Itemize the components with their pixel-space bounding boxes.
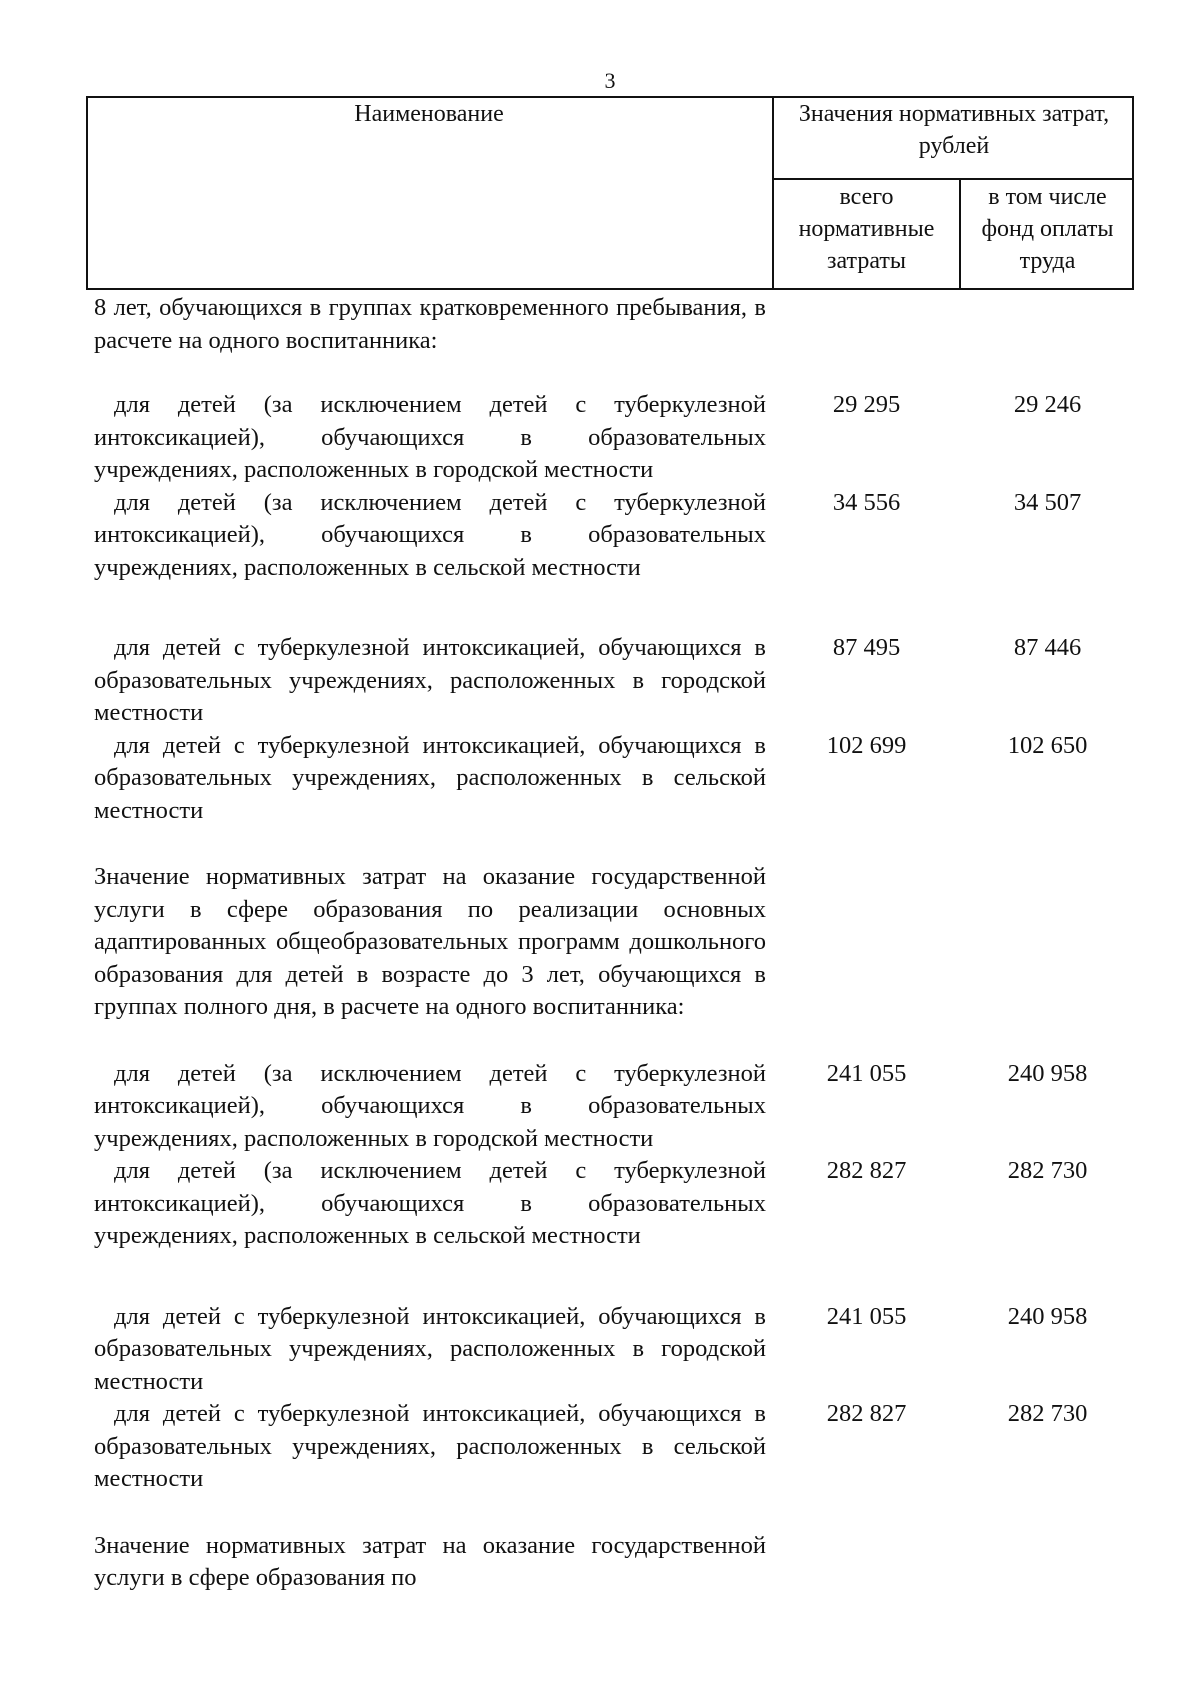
table-row xyxy=(94,861,1134,1024)
header-total: всего нормативные затраты xyxy=(798,184,935,274)
table-row xyxy=(94,389,1134,487)
row-name: для детей (за исключением детей с туберкулезной интоксикацией), обучающихся в образовательных учреждениях, расположенных в городской местности xyxy=(94,1059,766,1152)
row-name: для детей (за исключением детей с туберкулезной интоксикацией), обучающихся в образовательных учреждениях, расположенных в сельской местности xyxy=(94,1157,766,1249)
row-name: для детей с туберкулезной интоксикацией, обучающихся в образовательных учреждениях, расположенных в городской местности xyxy=(94,1302,766,1395)
header-divider-values xyxy=(772,178,1134,180)
row-total: 102 699 xyxy=(826,731,907,759)
row-wage: 102 650 xyxy=(1007,731,1088,759)
header-name: Наименование xyxy=(354,101,504,127)
table-header xyxy=(86,96,1134,290)
page-number: 3 xyxy=(604,68,616,93)
row-wage: 240 958 xyxy=(1007,1302,1088,1330)
table-row xyxy=(94,292,1134,357)
table-row xyxy=(94,632,1134,730)
row-name: для детей (за исключением детей с туберкулезной интоксикацией), обучающихся в образовательных учреждениях, расположенных в сельской местности xyxy=(94,488,766,581)
row-name: 8 лет, обучающихся в группах кратковременного пребывания, в расчете на одного воспитанника: xyxy=(94,294,766,354)
row-total: 241 055 xyxy=(826,1302,907,1330)
row-name: для детей с туберкулезной интоксикацией, обучающихся в образовательных учреждениях, расположенных в сельской местности xyxy=(94,731,766,824)
row-wage: 282 730 xyxy=(1007,1400,1088,1427)
table-row xyxy=(94,730,1134,828)
table-row xyxy=(94,487,1134,585)
row-name: для детей (за исключением детей с туберкулезной интоксикацией), обучающихся в образовательных учреждениях, расположенных в городской местности xyxy=(94,391,766,483)
row-total: 87 495 xyxy=(832,634,901,661)
header-wage: в том числе фонд оплаты труда xyxy=(981,184,1114,274)
row-total: 241 055 xyxy=(826,1059,907,1087)
row-name: Значение нормативных затрат на оказание государственной услуги в сфере образования по реализации основных адаптированных общеобразовательных программ дошкольного образования для детей в возрасте до 3 лет, обучающихся в группах полного дня, в расчете на одного воспитанника: xyxy=(94,863,766,1020)
table-row xyxy=(94,1155,1134,1253)
row-wage: 282 730 xyxy=(1007,1157,1088,1184)
header-values: Значения нормативных затрат, рублей xyxy=(798,101,1110,159)
table-body xyxy=(94,292,1134,1595)
table-row xyxy=(94,1398,1134,1496)
row-total: 34 556 xyxy=(832,488,901,516)
row-wage: 34 507 xyxy=(1013,488,1082,516)
row-name: для детей с туберкулезной интоксикацией, обучающихся в образовательных учреждениях, расположенных в городской местности xyxy=(94,634,766,726)
row-wage: 87 446 xyxy=(1013,634,1082,661)
row-name: для детей с туберкулезной интоксикацией, обучающихся в образовательных учреждениях, расположенных в сельской местности xyxy=(94,1400,766,1492)
row-total: 282 827 xyxy=(826,1157,907,1184)
row-wage: 29 246 xyxy=(1013,391,1082,418)
table-row xyxy=(94,1058,1134,1156)
row-total: 282 827 xyxy=(826,1400,907,1427)
row-total: 29 295 xyxy=(832,391,901,418)
table-row xyxy=(94,1301,1134,1399)
row-name: Значение нормативных затрат на оказание государственной услуги в сфере образования по xyxy=(94,1531,766,1591)
row-wage: 240 958 xyxy=(1007,1059,1088,1087)
table-row xyxy=(94,1530,1134,1595)
